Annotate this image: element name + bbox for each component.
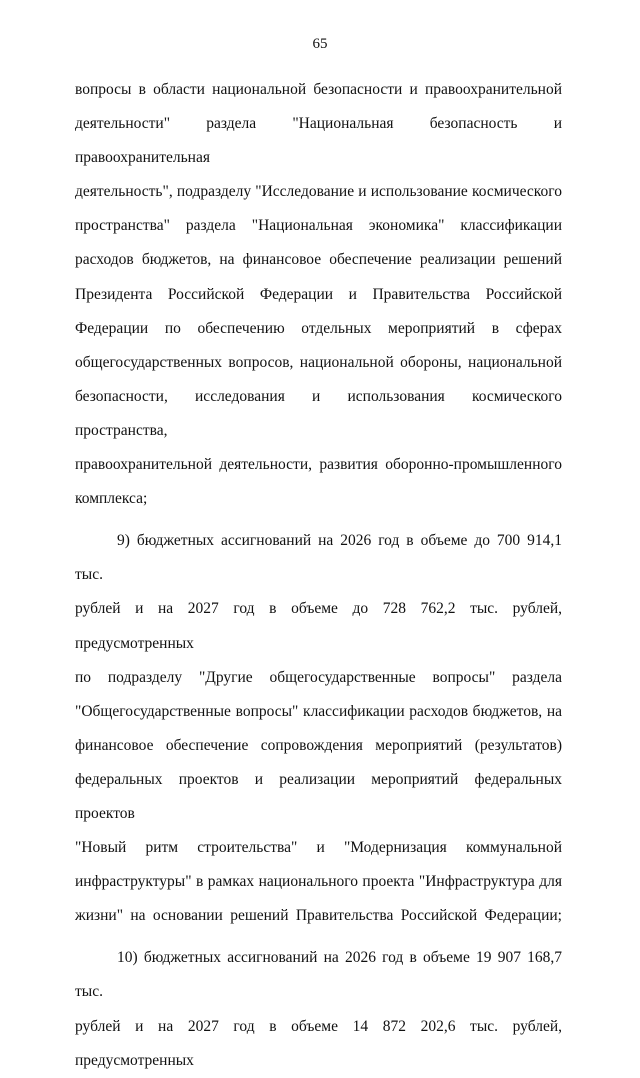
text-line: общегосударственных вопросов, национальной обороны, национальной: [75, 353, 562, 371]
text-line: рублей и на 2027 год в объеме 14 872 202,6 тыс. рублей, предусмотренных: [75, 1017, 562, 1069]
text-line: Президента Российской Федерации и Правительства Российской: [75, 285, 562, 303]
text-line: 10) бюджетных ассигнований на 2026 год в объеме 19 907 168,7 тыс.: [75, 949, 562, 1001]
text-line: "Общегосударственные вопросы" классификации расходов бюджетов, на: [75, 702, 562, 720]
text-line: вопросы в области национальной безопасности и правоохранительной: [75, 81, 562, 98]
document-body: [75, 73, 562, 1078]
text-line: расходов бюджетов, на финансовое обеспечение реализации решений: [75, 251, 562, 269]
text-line: инфраструктуры" в рамках национального проекта "Инфраструктура для: [75, 873, 562, 891]
text-line: жизни" на основании решений Правительства Российской Федерации;: [75, 907, 562, 925]
text-line: по подразделу "Другие общегосударственные вопросы" раздела: [75, 668, 562, 686]
text-line: комплекса;: [75, 490, 148, 508]
text-line: рублей и на 2027 год в объеме до 728 762,2 тыс. рублей, предусмотренных: [75, 600, 562, 652]
text-line: пространства" раздела "Национальная экономика" классификации: [75, 217, 562, 235]
text-line: деятельность", подразделу "Исследование и использование космического: [75, 183, 562, 201]
text-line: "Новый ритм строительства" и "Модернизация коммунальной: [75, 839, 562, 857]
text-line: правоохранительной деятельности, развития оборонно-промышленного: [75, 456, 562, 474]
text-line: безопасности, исследования и использования космического пространства,: [75, 387, 562, 439]
text-line: Федерации по обеспечению отдельных мероприятий в сферах: [75, 319, 562, 337]
text-line: 9) бюджетных ассигнований на 2026 год в объеме до 700 914,1 тыс.: [75, 532, 562, 584]
text-line: финансовое обеспечение сопровождения мероприятий (результатов): [75, 736, 562, 754]
text-line: деятельности" раздела "Национальная безопасность и правоохранительная: [75, 115, 562, 167]
text-line: федеральных проектов и реализации мероприятий федеральных проектов: [75, 770, 562, 822]
page-number: 65: [312, 36, 328, 52]
